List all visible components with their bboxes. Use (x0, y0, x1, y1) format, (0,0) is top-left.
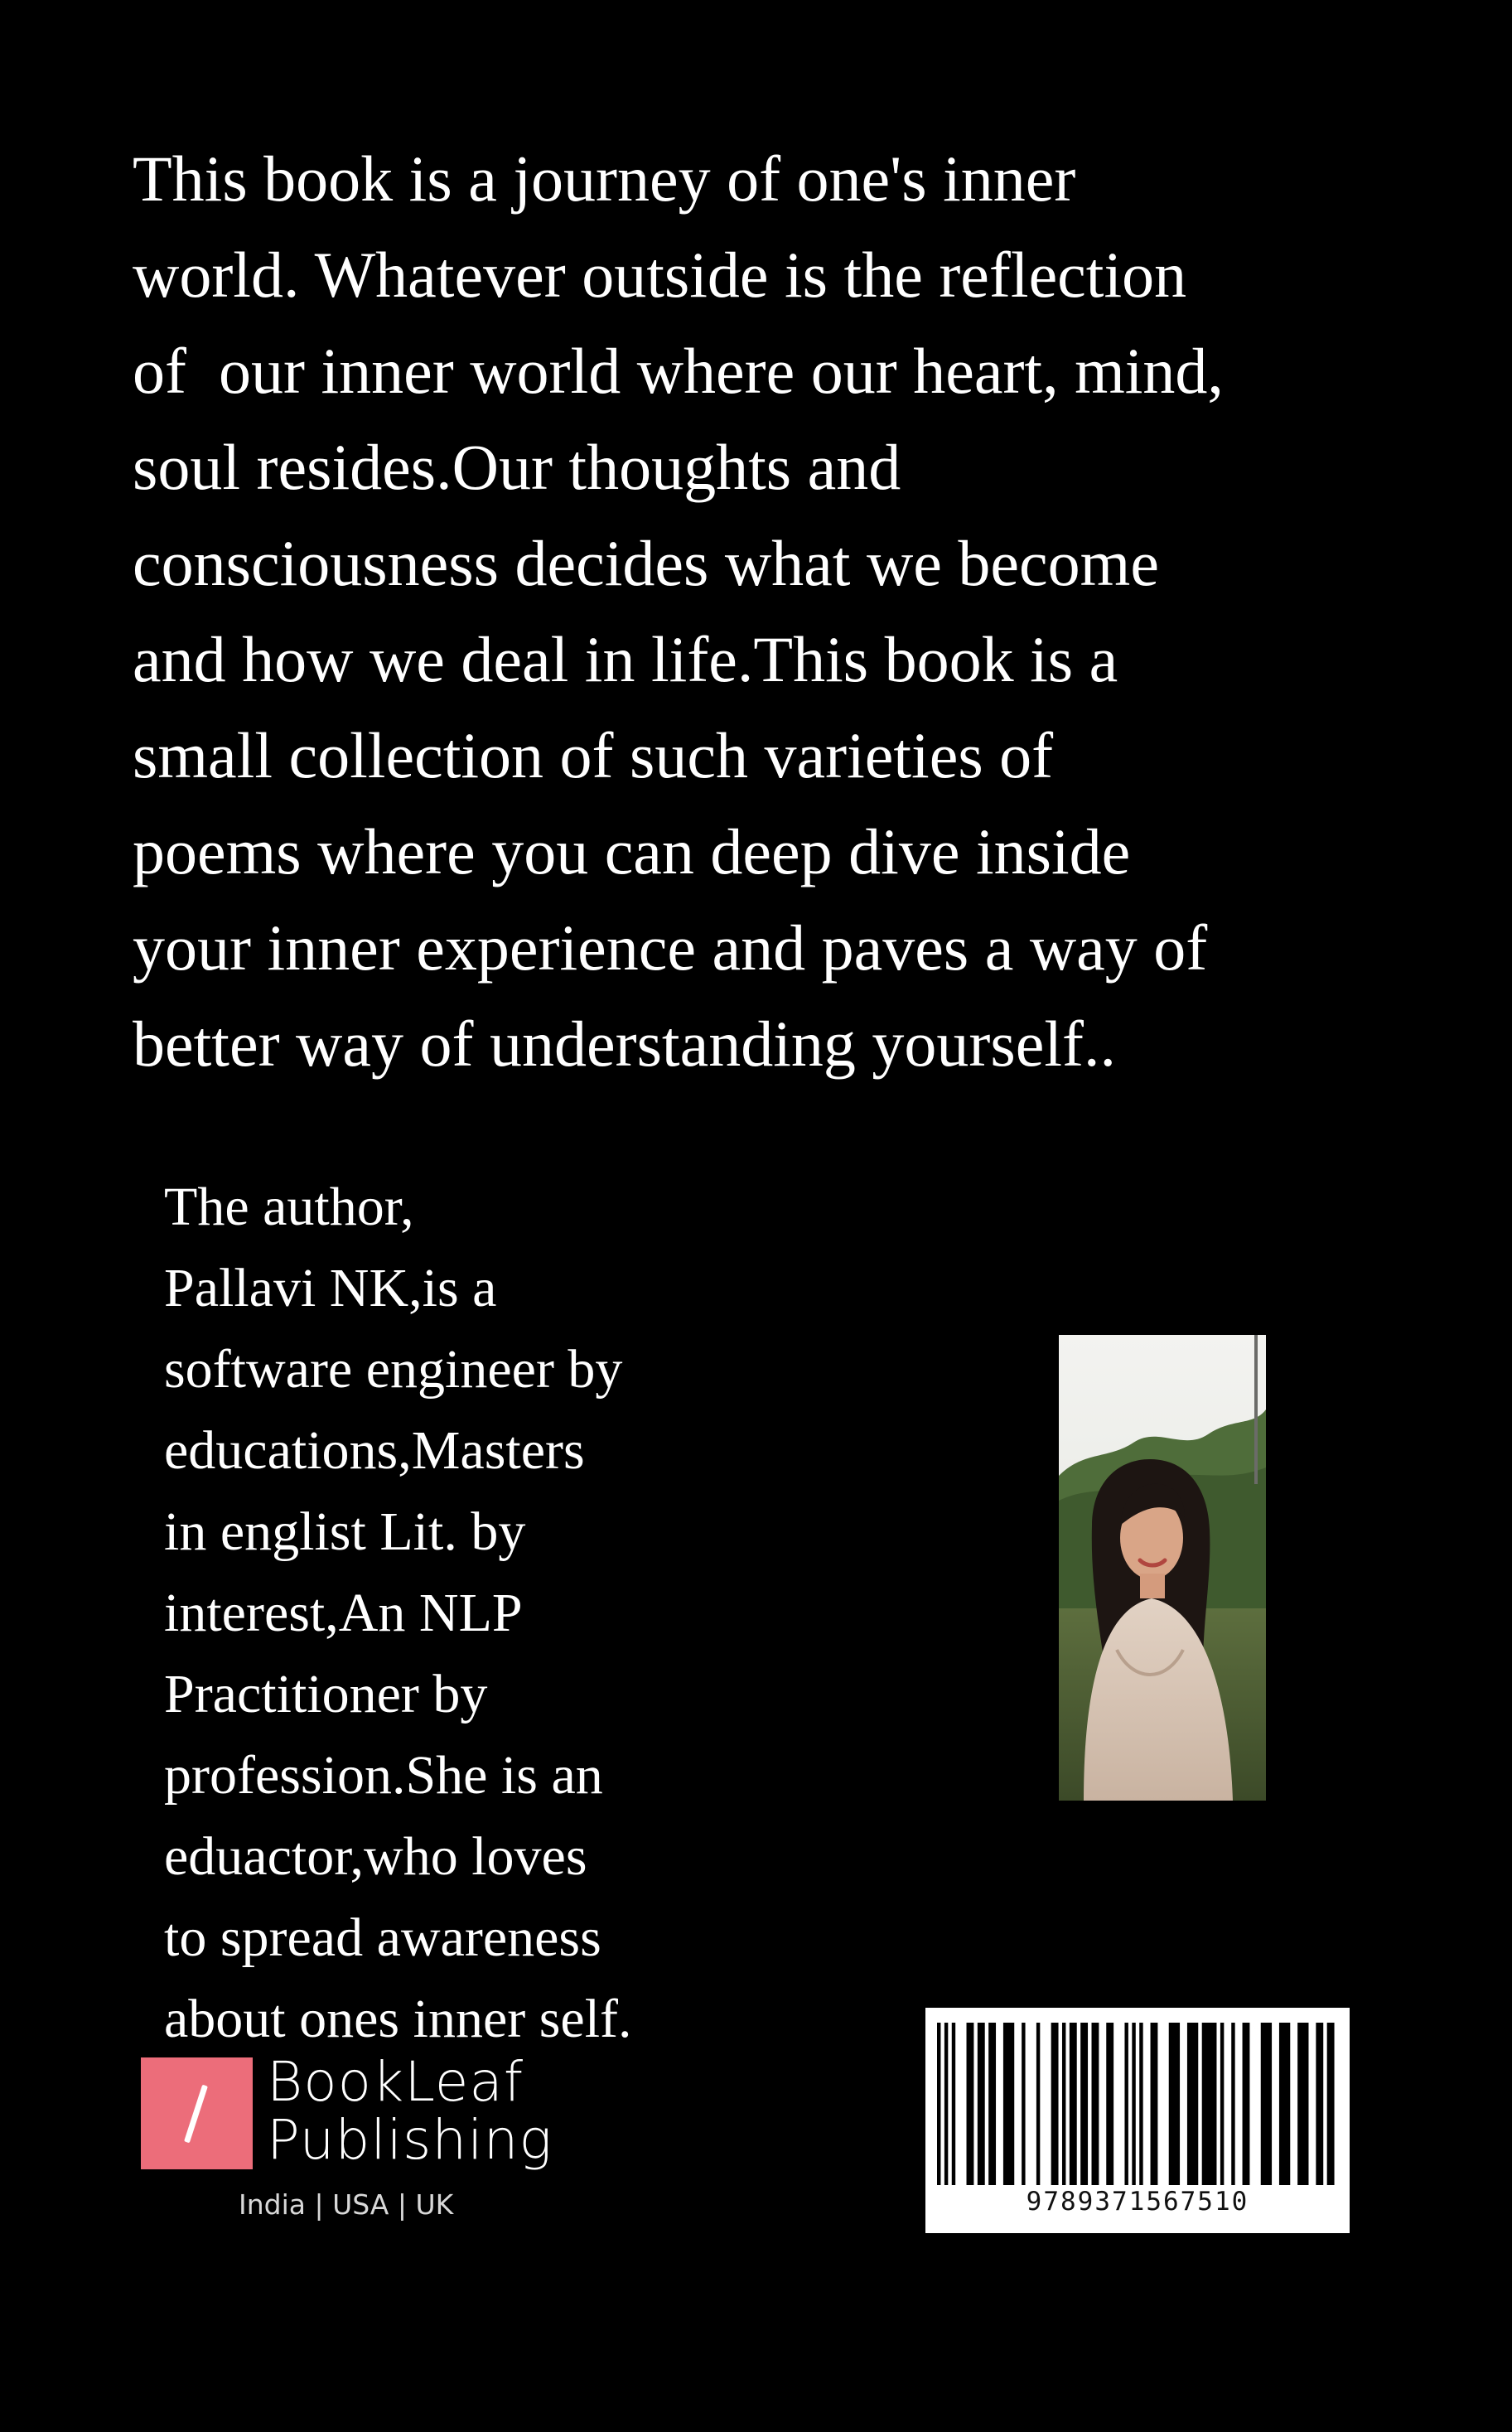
barcode-bar (1327, 2023, 1335, 2185)
bookleaf-slash-icon (141, 2057, 253, 2169)
barcode-bar (1297, 2023, 1308, 2185)
author-bio-line: educations,Masters (164, 1420, 585, 1481)
barcode-bar (937, 2023, 940, 2185)
author-bio-line: profession.She is an (164, 1745, 603, 1806)
barcode-bar (1080, 2023, 1088, 2185)
blurb-line: your inner experience and paves a way of (133, 911, 1208, 984)
author-bio-line: Practitioner by (164, 1664, 488, 1724)
author-bio-line: The author, (164, 1177, 414, 1237)
barcode-bar (988, 2023, 996, 2185)
barcode-bar (1202, 2023, 1217, 2185)
blurb-line: world. Whatever outside is the reflection (133, 239, 1187, 311)
publisher-name-line1: BookLeaf (267, 2050, 524, 2114)
book-blurb (133, 131, 1408, 1092)
blurb-line: of our inner world where our heart, mind, (133, 335, 1224, 407)
barcode-bar (1261, 2023, 1272, 2185)
barcode-bar (978, 2023, 985, 2185)
blurb-line: This book is a journey of one's inner (133, 143, 1076, 215)
author-bio-line: in englist Lit. by (164, 1501, 526, 1562)
barcode-bar (1022, 2023, 1025, 2185)
author-bio-line: interest,An NLP (164, 1583, 523, 1643)
blurb-line: and how we deal in life.This book is a (133, 623, 1118, 695)
blurb-line: soul resides.Our thoughts and (133, 431, 901, 503)
barcode-bar (1062, 2023, 1065, 2185)
author-bio-line: about ones inner self. (164, 1989, 632, 2049)
barcode-bar (944, 2023, 948, 2185)
barcode-bar (1316, 2023, 1323, 2185)
publisher-regions: India | USA | UK (239, 2188, 454, 2221)
blurb-line: consciousness decides what we become (133, 527, 1159, 599)
blurb-line: better way of understanding yourself.. (133, 1008, 1116, 1080)
author-bio-line: eduactor,who loves (164, 1826, 587, 1887)
author-photo (1059, 1335, 1266, 1801)
barcode-bar (1231, 2023, 1234, 2185)
barcode-bar (1243, 2023, 1250, 2185)
barcode-bar (1051, 2023, 1059, 2185)
barcode-bar (952, 2023, 955, 2185)
isbn-barcode (925, 2008, 1350, 2233)
author-bio (164, 1167, 744, 2060)
publisher-name-line2: Publishing (267, 2108, 553, 2172)
publisher-logo (141, 2050, 572, 2231)
blurb-line: small collection of such varieties of (133, 719, 1054, 791)
barcode-bar (1003, 2023, 1014, 2185)
author-bio-line: Pallavi NK,is a (164, 1258, 497, 1318)
barcode-bar (1169, 2023, 1180, 2185)
author-bio-line: to spread awareness (164, 1907, 601, 1968)
barcode-bar (1279, 2023, 1290, 2185)
barcode-bar (1151, 2023, 1158, 2185)
barcode-bar (1139, 2023, 1142, 2185)
barcode-bar (1036, 2023, 1040, 2185)
author-bio-line: software engineer by (164, 1339, 623, 1400)
barcode-bar (1106, 2023, 1113, 2185)
isbn-number: 9789371567510 (1026, 2187, 1249, 2217)
barcode-bar (1132, 2023, 1135, 2185)
barcode-bars-icon (937, 2023, 1338, 2185)
barcode-bar (1070, 2023, 1077, 2185)
barcode-bar (1092, 2023, 1099, 2185)
blurb-line: poems where you can deep dive inside (133, 815, 1131, 887)
barcode-bar (967, 2023, 974, 2185)
barcode-bar (1124, 2023, 1128, 2185)
barcode-bar (1187, 2023, 1198, 2185)
barcode-bar (1220, 2023, 1224, 2185)
